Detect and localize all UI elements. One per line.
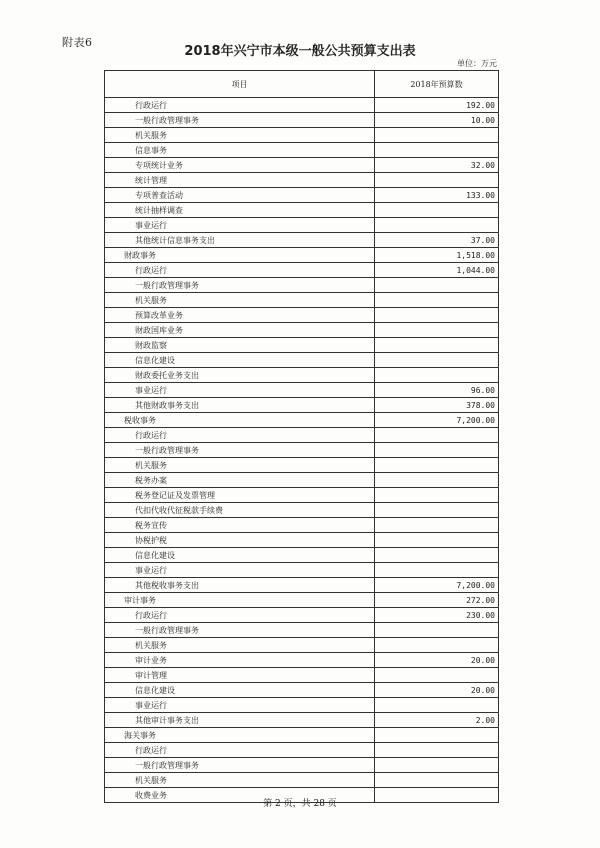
row-item-name: 信息化建设 [105, 548, 375, 563]
row-item-name: 行政运行 [105, 98, 375, 113]
row-item-name: 其他财政事务支出 [105, 398, 375, 413]
table-row [105, 398, 499, 413]
row-item-name: 行政运行 [105, 428, 375, 443]
page-title: 2018年兴宁市本级一般公共预算支出表 [184, 44, 416, 59]
row-item-name: 机关服务 [105, 638, 375, 653]
table-row [105, 158, 499, 173]
row-item-name: 税务办案 [105, 473, 375, 488]
row-item-name: 其他审计事务支出 [105, 713, 375, 728]
row-item-name: 专项普查活动 [105, 188, 375, 203]
row-item-name: 事业运行 [105, 218, 375, 233]
table-row [105, 98, 499, 113]
row-budget-amount: 20.00 [375, 683, 499, 698]
row-item-name: 一般行政管理事务 [105, 758, 375, 773]
row-item-name: 行政运行 [105, 263, 375, 278]
row-item-name: 一般行政管理事务 [105, 113, 375, 128]
row-item-name: 财政国库业务 [105, 323, 375, 338]
row-item-name: 信息事务 [105, 143, 375, 158]
table-row [105, 773, 499, 788]
row-budget-amount: 7,200.00 [375, 578, 499, 593]
table-row [105, 683, 499, 698]
row-budget-amount [375, 488, 499, 503]
row-budget-amount [375, 278, 499, 293]
row-budget-amount [375, 443, 499, 458]
row-item-name: 统计管理 [105, 173, 375, 188]
page-footer: 第 2 页，共 28 页 [263, 799, 337, 809]
row-item-name: 行政运行 [105, 743, 375, 758]
table-row [105, 668, 499, 683]
table-row [105, 443, 499, 458]
row-budget-amount [375, 473, 499, 488]
row-item-name: 机关服务 [105, 773, 375, 788]
row-budget-amount: 10.00 [375, 113, 499, 128]
row-item-name: 其他统计信息事务支出 [105, 233, 375, 248]
table-row [105, 713, 499, 728]
table-row [105, 413, 499, 428]
table-row [105, 128, 499, 143]
row-item-name: 信息化建设 [105, 683, 375, 698]
table-row [105, 353, 499, 368]
row-budget-amount [375, 773, 499, 788]
table-row [105, 113, 499, 128]
table-row [105, 143, 499, 158]
table-row [105, 548, 499, 563]
row-item-name: 财政委托业务支出 [105, 368, 375, 383]
row-item-name: 机关服务 [105, 458, 375, 473]
row-budget-amount: 1,518.00 [375, 248, 499, 263]
row-item-name: 税收事务 [105, 413, 375, 428]
header-budget: 2018年预算数 [375, 71, 499, 98]
row-item-name: 协税护税 [105, 533, 375, 548]
row-budget-amount [375, 548, 499, 563]
table-row [105, 338, 499, 353]
table-row [105, 638, 499, 653]
row-budget-amount [375, 203, 499, 218]
row-budget-amount [375, 323, 499, 338]
row-item-name: 事业运行 [105, 383, 375, 398]
row-budget-amount [375, 533, 499, 548]
row-budget-amount: 378.00 [375, 398, 499, 413]
table-row [105, 308, 499, 323]
row-item-name: 行政运行 [105, 608, 375, 623]
budget-table [104, 70, 499, 803]
table-row [105, 728, 499, 743]
row-item-name: 专项统计业务 [105, 158, 375, 173]
row-budget-amount: 37.00 [375, 233, 499, 248]
table-row [105, 188, 499, 203]
row-budget-amount [375, 743, 499, 758]
table-row [105, 203, 499, 218]
table-header-row [105, 71, 499, 98]
row-budget-amount [375, 218, 499, 233]
row-item-name: 代扣代收代征税款手续费 [105, 503, 375, 518]
row-item-name: 机关服务 [105, 128, 375, 143]
row-budget-amount [375, 458, 499, 473]
row-item-name: 事业运行 [105, 563, 375, 578]
row-budget-amount: 96.00 [375, 383, 499, 398]
table-row [105, 503, 499, 518]
table-row [105, 563, 499, 578]
row-budget-amount [375, 308, 499, 323]
table-row [105, 578, 499, 593]
row-budget-amount [375, 293, 499, 308]
table-row [105, 263, 499, 278]
row-item-name: 海关事务 [105, 728, 375, 743]
table-row [105, 593, 499, 608]
table-row [105, 233, 499, 248]
row-item-name: 财政监察 [105, 338, 375, 353]
row-budget-amount [375, 728, 499, 743]
row-budget-amount [375, 698, 499, 713]
row-budget-amount [375, 428, 499, 443]
table-row [105, 518, 499, 533]
row-item-name: 机关服务 [105, 293, 375, 308]
table-row [105, 473, 499, 488]
row-budget-amount: 32.00 [375, 158, 499, 173]
table-row [105, 623, 499, 638]
row-budget-amount [375, 503, 499, 518]
table-row [105, 428, 499, 443]
row-budget-amount [375, 338, 499, 353]
row-item-name: 信息化建设 [105, 353, 375, 368]
row-budget-amount [375, 353, 499, 368]
row-item-name: 税务登记证及发票管理 [105, 488, 375, 503]
row-budget-amount: 2.00 [375, 713, 499, 728]
unit-label: 单位：万元 [457, 59, 497, 68]
row-item-name: 税务宣传 [105, 518, 375, 533]
table-row [105, 698, 499, 713]
row-item-name: 收费业务 [105, 788, 375, 803]
row-item-name: 一般行政管理事务 [105, 623, 375, 638]
table-row [105, 293, 499, 308]
table-row [105, 218, 499, 233]
row-budget-amount: 192.00 [375, 98, 499, 113]
row-budget-amount: 230.00 [375, 608, 499, 623]
row-item-name: 统计抽样调查 [105, 203, 375, 218]
row-budget-amount: 133.00 [375, 188, 499, 203]
row-item-name: 审计业务 [105, 653, 375, 668]
row-item-name: 预算改革业务 [105, 308, 375, 323]
table-row [105, 458, 499, 473]
table-row [105, 368, 499, 383]
row-budget-amount: 20.00 [375, 653, 499, 668]
table-row [105, 248, 499, 263]
header-item: 项目 [105, 71, 375, 98]
row-budget-amount [375, 173, 499, 188]
row-budget-amount [375, 563, 499, 578]
row-item-name: 事业运行 [105, 698, 375, 713]
table-row [105, 383, 499, 398]
row-budget-amount [375, 758, 499, 773]
row-item-name: 一般行政管理事务 [105, 278, 375, 293]
row-budget-amount: 7,200.00 [375, 413, 499, 428]
row-budget-amount [375, 368, 499, 383]
table-row [105, 758, 499, 773]
row-item-name: 财政事务 [105, 248, 375, 263]
row-budget-amount [375, 638, 499, 653]
row-budget-amount [375, 668, 499, 683]
row-budget-amount [375, 518, 499, 533]
row-budget-amount [375, 128, 499, 143]
annex-label: 附表6 [62, 36, 93, 49]
row-budget-amount [375, 623, 499, 638]
table-row [105, 278, 499, 293]
row-item-name: 审计管理 [105, 668, 375, 683]
table-row [105, 323, 499, 338]
row-budget-amount: 1,044.00 [375, 263, 499, 278]
table-row [105, 608, 499, 623]
row-budget-amount [375, 143, 499, 158]
table-row [105, 488, 499, 503]
table-row [105, 173, 499, 188]
table-row [105, 653, 499, 668]
row-item-name: 其他税收事务支出 [105, 578, 375, 593]
row-item-name: 一般行政管理事务 [105, 443, 375, 458]
table-body [105, 98, 499, 803]
table-row [105, 533, 499, 548]
row-item-name: 审计事务 [105, 593, 375, 608]
table-row [105, 743, 499, 758]
row-budget-amount: 272.00 [375, 593, 499, 608]
